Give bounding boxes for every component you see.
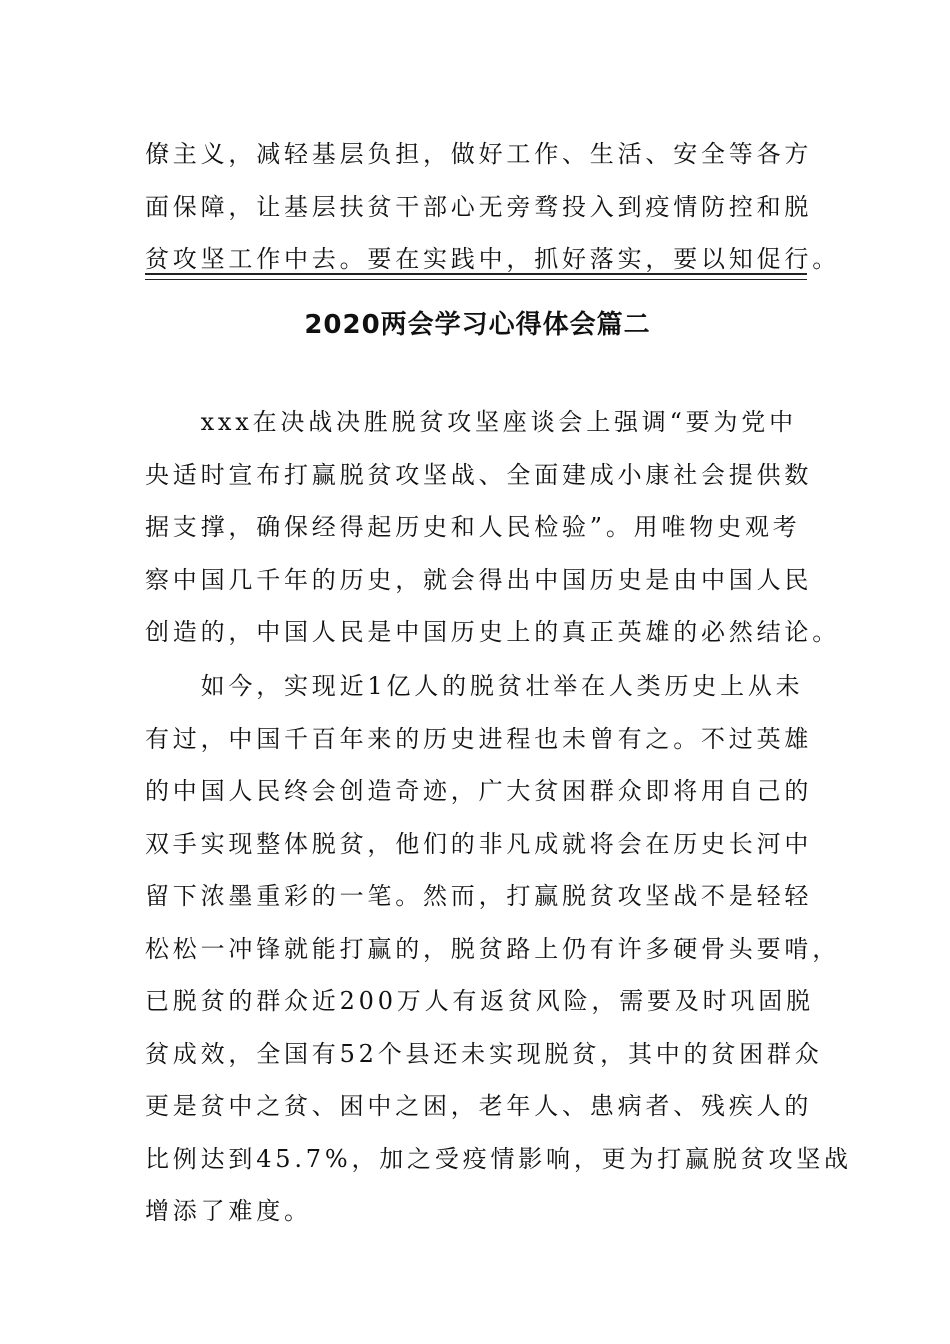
text-line: 双手实现整体脱贫，他们的非凡成就将会在历史长河中	[145, 829, 813, 858]
text-line: 察中国几千年的历史，就会得出中国历史是由中国人民	[145, 565, 813, 594]
text-line: 僚主义，减轻基层负担，做好工作、生活、安全等各方	[145, 140, 813, 168]
text-line: 贫攻坚工作中去。要在实践中，抓好落实，要以知促行。	[145, 245, 840, 273]
text-line: 留下浓墨重彩的一笔。然而，打赢脱贫攻坚战不是轻轻	[145, 882, 813, 910]
text-line: 比例达到45.7%，加之受疫情影响，更为打赢脱贫攻坚战	[145, 1144, 852, 1173]
text-line: 如今，实现近1亿人的脱贫壮举在人类历史上从未	[145, 672, 804, 700]
text-line: 据支撑，确保经得起历史和人民检验”。用唯物史观考	[145, 513, 801, 541]
text-line: 增添了难度。	[145, 1197, 312, 1225]
text-line: 贫成效，全国有52个县还未实现脱贫，其中的贫困群众	[145, 1039, 823, 1068]
text-line: 面保障，让基层扶贫干部心无旁骛投入到疫情防控和脱	[145, 192, 813, 221]
text-line: 创造的，中国人民是中国历史上的真正英雄的必然结论。	[145, 618, 840, 646]
text-line: 央适时宣布打赢脱贫攻坚战、全面建成小康社会提供数	[145, 460, 813, 489]
text-line: 松松一冲锋就能打赢的，脱贫路上仍有许多硬骨头要啃，	[145, 934, 840, 963]
text-line: xxx在决战决胜脱贫攻坚座谈会上强调“要为党中	[145, 408, 797, 436]
section-divider-thin	[145, 279, 807, 280]
text-line: 已脱贫的群众近200万人有返贫风险，需要及时巩固脱	[145, 987, 814, 1015]
paragraph-1	[145, 396, 840, 659]
paragraph-2	[145, 660, 852, 1238]
section-title: 2020两会学习心得体会篇二	[304, 310, 651, 340]
previous-section-text	[145, 128, 840, 286]
text-line: 有过，中国千百年来的历史进程也未曾有之。不过英雄	[145, 724, 813, 753]
text-line: 更是贫中之贫、困中之困，老年人、患病者、残疾人的	[145, 1092, 813, 1120]
section-divider-thick	[145, 273, 807, 275]
text-line: 的中国人民终会创造奇迹，广大贫困群众即将用自己的	[145, 777, 813, 805]
